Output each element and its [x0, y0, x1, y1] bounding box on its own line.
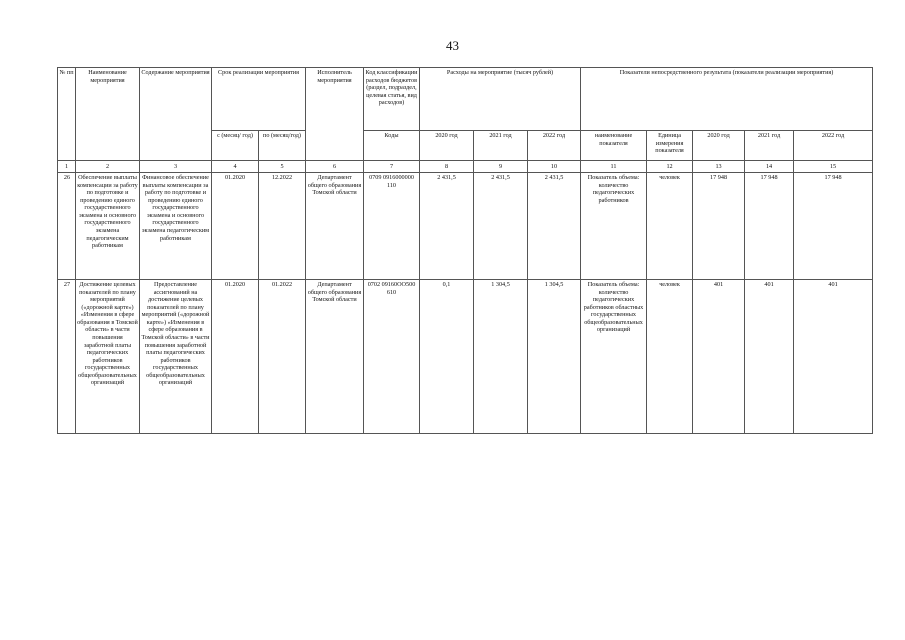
header-indicator-name: наименование показателя: [581, 131, 647, 161]
indicator-name: Показатель объема: количество педагогических работников: [581, 173, 647, 280]
header-exp-2020: 2020 год: [420, 131, 474, 161]
header-activity-name: Наименование мероприятия: [76, 68, 140, 161]
table-row: [58, 173, 873, 280]
column-number: 6: [306, 161, 364, 173]
header-period-from: с (месяц/ год): [212, 131, 259, 161]
header-indicator-unit: Единица измерения показателя: [647, 131, 693, 161]
indicator-name: Показатель объема: количество педагогических работников областных государственных общеобразовательных организаций: [581, 280, 647, 434]
column-number: 3: [140, 161, 212, 173]
header-ind-2020: 2020 год: [693, 131, 745, 161]
column-number: 11: [581, 161, 647, 173]
indicator-2021: 401: [745, 280, 794, 434]
activity-name: Обеспечение выплаты компенсации за работу по подготовке и проведению единого государственного экзамена и основного государственного экзамена педагогическим работникам: [76, 173, 140, 280]
column-number-row: [58, 161, 873, 173]
expense-2020: 0,1: [420, 280, 474, 434]
indicator-2022: 17 948: [794, 173, 873, 280]
expense-2022: 1 304,5: [528, 280, 581, 434]
expense-2021: 2 431,5: [474, 173, 528, 280]
page-number: 43: [446, 38, 459, 53]
activity-content: Финансовое обеспечение выплаты компенсации за работу по подготовке и проведению единого государственного экзамена и основного государственного экзамена педагогическим работникам: [140, 173, 212, 280]
column-number: 8: [420, 161, 474, 173]
table-row: [58, 280, 873, 434]
indicator-2021: 17 948: [745, 173, 794, 280]
period-to: 01.2022: [259, 280, 306, 434]
indicator-unit: человек: [647, 173, 693, 280]
period-from: 01.2020: [212, 173, 259, 280]
header-number: № пп: [58, 68, 76, 161]
indicator-2020: 401: [693, 280, 745, 434]
column-number: 14: [745, 161, 794, 173]
period-to: 12.2022: [259, 173, 306, 280]
header-exp-2021: 2021 год: [474, 131, 528, 161]
header-row-1: [58, 68, 873, 131]
expense-2021: 1 304,5: [474, 280, 528, 434]
column-number: 12: [647, 161, 693, 173]
period-from: 01.2020: [212, 280, 259, 434]
column-number: 1: [58, 161, 76, 173]
budget-code: 0702 09160OO500 610: [364, 280, 420, 434]
indicator-unit: человек: [647, 280, 693, 434]
expense-2020: 2 431,5: [420, 173, 474, 280]
header-executor: Исполнитель мероприятия: [306, 68, 364, 161]
budget-code: 0709 0916000000 110: [364, 173, 420, 280]
activities-table: [57, 67, 873, 434]
header-codes: Коды: [364, 131, 420, 161]
column-number: 4: [212, 161, 259, 173]
column-number: 9: [474, 161, 528, 173]
column-number: 7: [364, 161, 420, 173]
header-period: Срок реализации мероприятия: [212, 68, 306, 131]
header-expenses: Расходы на мероприятие (тысяч рублей): [420, 68, 581, 131]
activity-name: Достижение целевых показателей по плану мероприятий («дорожной карте») «Изменения в сфере образования в Томской области» в части повышения заработной платы педагогических работников государственных общеобразовательных организаций: [76, 280, 140, 434]
activity-content: Предоставление ассигнований на достижение целевых показателей по плану мероприятий («дорожной карте») «Изменения в сфере образования в Томской области» в части повышения заработной платы педагогических работников государственных общеобразовательных организаций: [140, 280, 212, 434]
column-number: 10: [528, 161, 581, 173]
column-number: 15: [794, 161, 873, 173]
indicator-2020: 17 948: [693, 173, 745, 280]
expense-2022: 2 431,5: [528, 173, 581, 280]
header-period-to: по (месяц/год): [259, 131, 306, 161]
row-number: 27: [58, 280, 76, 434]
column-number: 2: [76, 161, 140, 173]
column-number: 5: [259, 161, 306, 173]
header-exp-2022: 2022 год: [528, 131, 581, 161]
row-number: 26: [58, 173, 76, 280]
executor: Департамент общего образования Томской области: [306, 280, 364, 434]
indicator-2022: 401: [794, 280, 873, 434]
header-ind-2022: 2022 год: [794, 131, 873, 161]
header-activity-content: Содержание мероприятия: [140, 68, 212, 161]
header-ind-2021: 2021 год: [745, 131, 794, 161]
executor: Департамент общего образования Томской области: [306, 173, 364, 280]
column-number: 13: [693, 161, 745, 173]
header-indicators: Показатели непосредственного результата (показатели реализации мероприятия): [581, 68, 873, 131]
header-budget-code: Код классификации расходов бюджетов (раздел, подраздел, целевая статья, вид расходов): [364, 68, 420, 131]
